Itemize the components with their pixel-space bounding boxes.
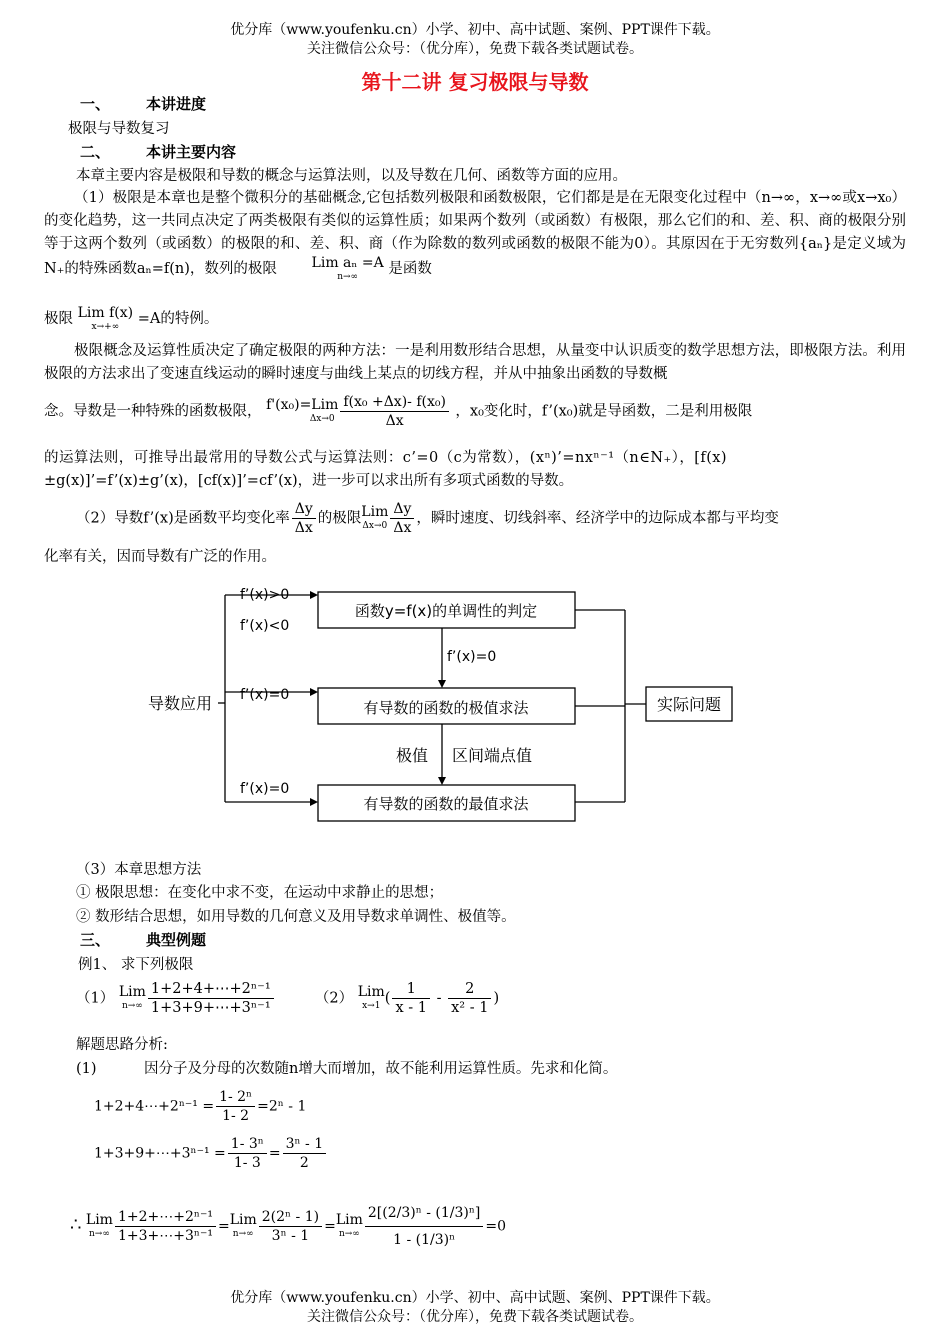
eq2-fraction-1 bbox=[228, 1135, 267, 1172]
q1-lim-sub: n→∞ bbox=[121, 1000, 143, 1011]
q2-lim-sub: x→1 bbox=[362, 1000, 381, 1011]
eq1-lhs: 1+2+4⋯+2ⁿ⁻¹ = bbox=[94, 1098, 215, 1115]
box4-label: 实际问题 bbox=[656, 695, 722, 714]
page-footer-line1: 优分库（www.youfenku.cn）小学、初中、高中试题、案例、PPT课件下载。 bbox=[230, 1290, 720, 1306]
analysis-heading: 解题思路分析: bbox=[76, 1037, 168, 1053]
derivative-lim-lhs: f'(x₀)=Lim bbox=[266, 396, 339, 413]
avg-rate-num: Δy bbox=[292, 500, 316, 519]
sequence-limit-sub: n→∞ bbox=[337, 272, 359, 282]
eq3-fraction-2 bbox=[259, 1208, 322, 1245]
section-2-para-9: 化率有关，因而导数有广泛的作用。 bbox=[44, 549, 276, 565]
para-8-text-c: ，瞬时速度、切线斜率、经济学中的边际成本都与平均变 bbox=[416, 510, 779, 527]
function-limit bbox=[78, 306, 134, 334]
eq2-fraction-2 bbox=[283, 1135, 327, 1172]
derivative-lim-sub: Δx→0 bbox=[309, 413, 335, 424]
section-2-para-5 bbox=[44, 393, 752, 430]
eq3-num1: 1+2+⋯+2ⁿ⁻¹ bbox=[115, 1208, 216, 1227]
q2-label: （2） bbox=[314, 990, 354, 1007]
eq1-den: 1- 2 bbox=[222, 1108, 250, 1124]
avg-rate-den: Δx bbox=[294, 520, 313, 536]
section-1-heading bbox=[80, 93, 206, 114]
analysis-1-label: (1) bbox=[76, 1061, 97, 1077]
derivative-definition bbox=[266, 394, 455, 429]
page-footer-line2: 关注微信公众号：（优分库），免费下载各类试题试卷。 bbox=[307, 1309, 643, 1325]
example-1-heading: 例1、 求下列极限 bbox=[78, 957, 194, 973]
avg-rate-lim bbox=[361, 505, 388, 533]
section-2-para-8 bbox=[76, 500, 779, 537]
section-2-heading bbox=[80, 141, 236, 162]
derivative-application-diagram bbox=[0, 575, 950, 835]
q2-f2-den: x² - 1 bbox=[451, 1000, 489, 1016]
eq3-fraction-3 bbox=[365, 1200, 484, 1253]
sequence-limit-expr: Lim aₙ =A bbox=[311, 255, 384, 271]
section-2-number: 二、 bbox=[80, 143, 111, 161]
para-8-text-a: （2）导数f’(x)是函数平均变化率 bbox=[76, 510, 290, 527]
equation-sum-3: 1+3+9+⋯+3ⁿ⁻¹ = $\frac{\text{1- 3ⁿ}}{1- 3}$ = $\frac{\text{3ⁿ - 1}}{2}$ bbox=[94, 1135, 328, 1172]
eq3-fraction-1 bbox=[115, 1208, 216, 1245]
eq3-lim-2-sub: n→∞ bbox=[232, 1228, 254, 1239]
eq3-rhs: =0 bbox=[485, 1218, 507, 1235]
para-3-text-a: 极限 bbox=[44, 311, 73, 327]
page-header-line2: 关注微信公众号：（优分库），免费下载各类试题试卷。 bbox=[307, 41, 643, 57]
therefore-symbol: ∴ bbox=[70, 1214, 82, 1236]
box1-label: 函数y=f(x)的单调性的判定 bbox=[354, 602, 538, 620]
arrowhead-box1-box2 bbox=[438, 680, 446, 688]
q1-lim-label: Lim bbox=[118, 983, 146, 1000]
section-1-label: 本讲进度 bbox=[146, 95, 207, 113]
section-2-thought-1: ① 极限思想：在变化中求不变，在运动中求静止的思想； bbox=[76, 885, 444, 901]
sequence-limit bbox=[282, 256, 384, 284]
section-2-para-2 bbox=[44, 187, 906, 284]
page-header-line1: 优分库（www.youfenku.cn）小学、初中、高中试题、案例、PPT课件下载。 bbox=[230, 22, 720, 38]
cond-zero-extremum: f’(x)=0 bbox=[240, 687, 290, 703]
para-8-text-b: 的极限 bbox=[317, 510, 362, 527]
arrowhead-box3 bbox=[310, 798, 318, 806]
eq3-num2: 2(2ⁿ - 1) bbox=[259, 1208, 322, 1227]
eq3-lim-2-label: Lim bbox=[229, 1211, 257, 1228]
section-2-para-6: 的运算法则，可推导出最常用的导数公式与运算法则：c’=0（c为常数），(xⁿ)’=nxⁿ⁻¹（n∈N₊），[f(x) bbox=[44, 450, 728, 466]
avg-rate-den-2: Δx bbox=[393, 520, 412, 536]
eq1-num: 1- 2ⁿ bbox=[216, 1088, 255, 1107]
q1-lim bbox=[119, 985, 146, 1013]
q2-fraction-1 bbox=[392, 980, 430, 1017]
para-3-text-b: =A的特例。 bbox=[137, 311, 219, 327]
section-3-number: 三、 bbox=[80, 931, 111, 949]
page-title: 第十二讲 复习极限与导数 bbox=[361, 70, 589, 94]
eq2-num: 1- 3ⁿ bbox=[228, 1135, 267, 1154]
section-2-para-3 bbox=[44, 306, 218, 334]
analysis-1 bbox=[76, 1057, 617, 1078]
q2-f1-num: 1 bbox=[392, 980, 430, 999]
eq3-den1: 1+3+⋯+3ⁿ⁻¹ bbox=[117, 1228, 213, 1244]
q2-lim bbox=[358, 985, 385, 1013]
cond-zero-maxmin: f’(x)=0 bbox=[240, 781, 290, 797]
mid-left-label: 极值 bbox=[396, 746, 429, 765]
equation-sum-2 bbox=[94, 1088, 306, 1125]
section-2-thoughts-heading: （3）本章思想方法 bbox=[76, 862, 202, 878]
q2-lim-label: Lim bbox=[357, 983, 385, 1000]
eq3-num3: 2[(2/3)ⁿ - (1/3)ⁿ] bbox=[365, 1200, 484, 1227]
eq3-den2: 3ⁿ - 1 bbox=[271, 1228, 310, 1244]
arrowhead-box2-box3 bbox=[438, 777, 446, 785]
arrowhead-box1 bbox=[310, 591, 318, 599]
q1-fraction bbox=[148, 980, 274, 1017]
q1-numerator: 1+2+4+⋯+2ⁿ⁻¹ bbox=[148, 980, 274, 999]
q2-f2-num: 2 bbox=[448, 980, 491, 999]
example-1-problems: （1） Lim n→∞ $\frac{\text{1+2+4+⋯+2ⁿ⁻¹}}{\text{1+3+9+⋯+3ⁿ⁻¹}}$ （2） Lim x→1 ( $\frac{1}{x - 1}$ - $\frac{2}{\text{x² - 1}}$ ) bbox=[76, 981, 500, 1016]
avg-rate-fraction bbox=[292, 500, 316, 537]
cond-negative: f’(x)<0 bbox=[240, 618, 290, 634]
eq3-lim-2 bbox=[230, 1213, 257, 1241]
section-3-label: 典型例题 bbox=[146, 931, 207, 949]
eq1-fraction bbox=[216, 1088, 255, 1125]
eq3-den3: 1 - (1/3)ⁿ bbox=[393, 1232, 456, 1248]
avg-rate-lim-label: Lim bbox=[361, 503, 389, 520]
q1-label: （1） bbox=[76, 990, 115, 1007]
cond-positive: f’(x)>0 bbox=[240, 587, 290, 603]
q2-f1-den: x - 1 bbox=[395, 1000, 427, 1016]
derivative-lim bbox=[266, 398, 338, 426]
para-5-text-a: 念。导数是一种特殊的函数极限， bbox=[44, 403, 262, 420]
mid-right-label: 区间端点值 bbox=[452, 746, 533, 765]
function-limit-expr: Lim f(x) bbox=[77, 305, 134, 321]
para-2-text: （1）极限是本章也是整个微积分的基础概念,它包括数列极限和函数极限，它们都是是在无限变化过程中（n→∞，x→∞或x→x₀）的变化趋势，这一共同点决定了两类极限有类似的运算性质；如果两个数列（或函数）有极限，那么它们的和、差、积、商的极限分别等于这两个数列（或函数）的极限的和、差、积、商（作为除数的数列或函数的极限不能为0）。其原因在于无穷数列{aₙ}是定义域为N₊的特殊函数aₙ=f(n)，数列的极限 bbox=[44, 190, 906, 277]
eq2-den: 1- 3 bbox=[233, 1155, 261, 1171]
arrowhead-box2 bbox=[310, 688, 318, 696]
eq3-lim-3-sub: n→∞ bbox=[338, 1228, 360, 1239]
function-limit-sub: x→+∞ bbox=[91, 322, 120, 332]
eq3-lim-3-label: Lim bbox=[335, 1211, 363, 1228]
eq2-num2: 3ⁿ - 1 bbox=[283, 1135, 327, 1154]
eq3-lim-1-sub: n→∞ bbox=[89, 1228, 110, 1239]
para-2-tail: 是函数 bbox=[388, 261, 432, 277]
q1-denominator: 1+3+9+⋯+3ⁿ⁻¹ bbox=[150, 1000, 271, 1016]
derivative-fraction bbox=[340, 393, 449, 430]
section-2-label: 本讲主要内容 bbox=[146, 143, 237, 161]
derivative-denominator: Δx bbox=[385, 413, 404, 429]
avg-rate-fraction-2 bbox=[390, 500, 414, 537]
eq3-lim-3 bbox=[336, 1213, 363, 1241]
section-2-para-7: ±g(x)]’=f’(x)±g’(x)，[cf(x)]’=cf’(x)，进一步可以求出所有多项式函数的导数。 bbox=[44, 473, 574, 489]
box3-label: 有导数的函数的最值求法 bbox=[363, 795, 529, 813]
avg-rate-lim-sub: Δx→0 bbox=[362, 520, 388, 531]
eq2-lhs: 1+3+9+⋯+3ⁿ⁻¹ = bbox=[94, 1145, 226, 1162]
para-5-text-b: ，x₀变化时，f’(x₀)就是导函数，二是利用极限 bbox=[455, 403, 753, 420]
equation-limit-result: ∴ Lim n→∞ $\frac{\text{1+2+⋯+2ⁿ⁻¹}}{\text{1+3+⋯+3ⁿ⁻¹}}$ = Lim n→∞ $\frac{\text{2(2ⁿ - 1)}}{\text{3ⁿ - 1}}$ = Lim n→∞ $\frac{\text{2[(2/3)ⁿ - (1/3)ⁿ]}}{\text{1 - (1/3)ⁿ}}$ =0 bbox=[70, 1200, 506, 1253]
eq1-rhs: =2ⁿ - 1 bbox=[257, 1098, 307, 1115]
q2-fraction-2 bbox=[448, 980, 491, 1017]
eq2-den2: 2 bbox=[299, 1155, 309, 1171]
section-2-para-4: 极限概念及运算性质决定了确定极限的两种方法：一是利用数形结合思想，从量变中认识质变的数学思想方法，即极限方法。利用极限的方法求出了变速直线运动的瞬时速度与曲线上某点的切线方程，并从中抽象出函数的导数概 bbox=[44, 343, 906, 382]
analysis-1-text: 因分子及分母的次数随n增大而增加，故不能利用运算性质。先求和化简。 bbox=[144, 1061, 618, 1077]
root-label: 导数应用 bbox=[148, 694, 213, 713]
eq3-lim-1 bbox=[86, 1213, 113, 1241]
section-1-text: 极限与导数复习 bbox=[68, 121, 170, 137]
section-3-heading bbox=[80, 929, 206, 950]
section-2-thought-2: ② 数形结合思想，如用导数的几何意义及用导数求单调性、极值等。 bbox=[76, 909, 516, 925]
section-2-para-1: 本章主要内容是极限和导数的概念与运算法则，以及导数在几何、函数等方面的应用。 bbox=[76, 168, 627, 184]
section-1-number: 一、 bbox=[80, 95, 111, 113]
cond-mid: f’(x)=0 bbox=[447, 649, 497, 665]
eq3-lim-1-label: Lim bbox=[85, 1211, 113, 1228]
avg-rate-num-2: Δy bbox=[390, 500, 414, 519]
derivative-numerator: f(x₀ +Δx)- f(x₀) bbox=[340, 393, 449, 412]
box2-label: 有导数的函数的极值求法 bbox=[363, 699, 529, 717]
